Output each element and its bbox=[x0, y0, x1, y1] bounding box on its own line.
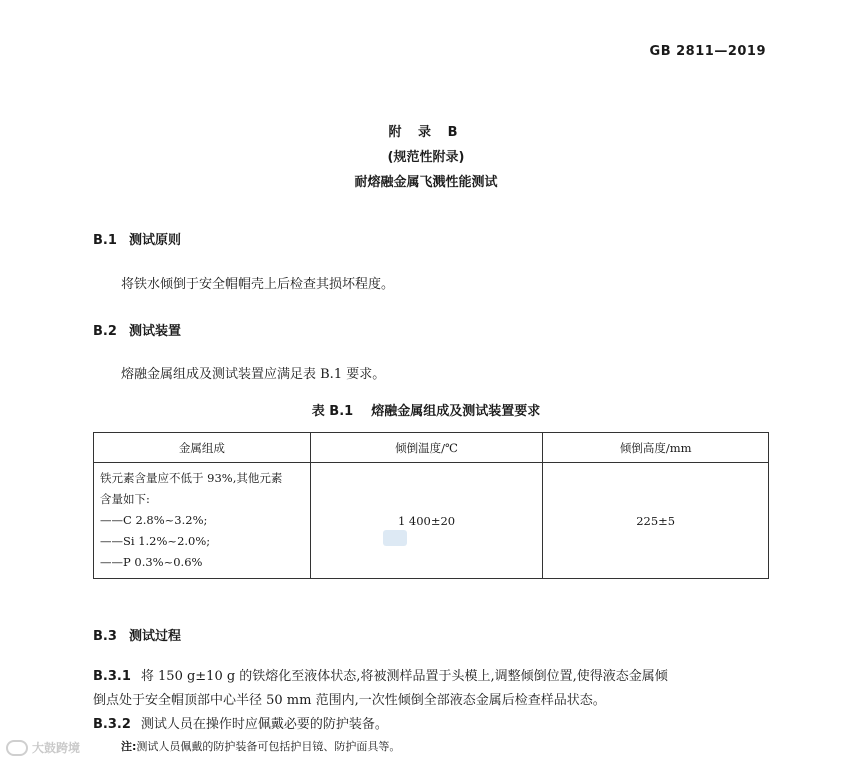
header-height: 倾倒高度/mm bbox=[543, 433, 769, 463]
table-caption-number: 表 B.1 bbox=[311, 404, 354, 419]
note bbox=[121, 738, 400, 754]
appendix-type: (规范性附录) bbox=[387, 150, 465, 165]
procedure-b31-line2: 倒点处于安全帽顶部中心半径 50 mm 范围内,一次性倾倒全部液态金属后检查样品状态。 bbox=[93, 693, 606, 708]
section-text-b1: 将铁水倾倒于安全帽帽壳上后检查其损坏程度。 bbox=[121, 277, 395, 292]
section-title: 测试装置 bbox=[129, 324, 182, 339]
appendix-title: 附 录 B bbox=[388, 125, 464, 140]
section-heading-b1 bbox=[93, 229, 181, 248]
composition-line: ——P 0.3%~0.6% bbox=[100, 555, 203, 569]
procedure-text: 测试人员在操作时应佩戴必要的防护装备。 bbox=[140, 717, 388, 732]
procedure-number: B.3.2 bbox=[93, 717, 131, 732]
stamp-mark bbox=[383, 530, 407, 546]
table-row bbox=[94, 463, 769, 579]
header-composition: 金属组成 bbox=[94, 433, 311, 463]
note-text: 测试人员佩戴的防护装备可包括护目镜、防护面具等。 bbox=[136, 740, 401, 753]
note-label: 注: bbox=[121, 740, 137, 753]
procedure-number: B.3.1 bbox=[93, 669, 131, 684]
header-temperature: 倾倒温度/℃ bbox=[310, 433, 543, 463]
section-heading-b2 bbox=[93, 320, 181, 339]
section-title: 测试原则 bbox=[129, 233, 182, 248]
composition-line: 含量如下: bbox=[100, 492, 150, 506]
procedure-text: 将 150 g±10 g 的铁熔化至液体状态,将被测样品置于头模上,调整倾倒位置,使得液态金属倾 bbox=[140, 669, 668, 684]
temperature-cell: 1 400±20 bbox=[310, 463, 543, 579]
procedure-b31-line1 bbox=[93, 665, 668, 684]
watermark bbox=[6, 739, 80, 756]
section-title: 测试过程 bbox=[129, 629, 182, 644]
section-heading-b3 bbox=[93, 625, 181, 644]
procedure-b32 bbox=[93, 713, 388, 732]
standard-number: GB 2811—2019 bbox=[649, 44, 766, 59]
spec-table bbox=[93, 432, 769, 579]
height-cell: 225±5 bbox=[543, 463, 769, 579]
composition-line: ——C 2.8%~3.2%; bbox=[100, 513, 208, 527]
composition-line: 铁元素含量应不低于 93%,其他元素 bbox=[100, 471, 283, 485]
watermark-logo-icon bbox=[6, 740, 28, 756]
section-number: B.2 bbox=[93, 324, 117, 339]
table-header-row bbox=[94, 433, 769, 463]
section-number: B.1 bbox=[93, 233, 117, 248]
composition-line: ——Si 1.2%~2.0%; bbox=[100, 534, 211, 548]
composition-cell bbox=[94, 463, 311, 579]
table-caption-title: 熔融金属组成及测试装置要求 bbox=[371, 404, 541, 419]
section-number: B.3 bbox=[93, 629, 117, 644]
section-text-b2: 熔融金属组成及测试装置应满足表 B.1 要求。 bbox=[121, 367, 386, 382]
table-caption bbox=[0, 400, 852, 419]
appendix-name: 耐熔融金属飞溅性能测试 bbox=[354, 175, 498, 190]
watermark-text: 大鼓跨境 bbox=[32, 741, 81, 755]
